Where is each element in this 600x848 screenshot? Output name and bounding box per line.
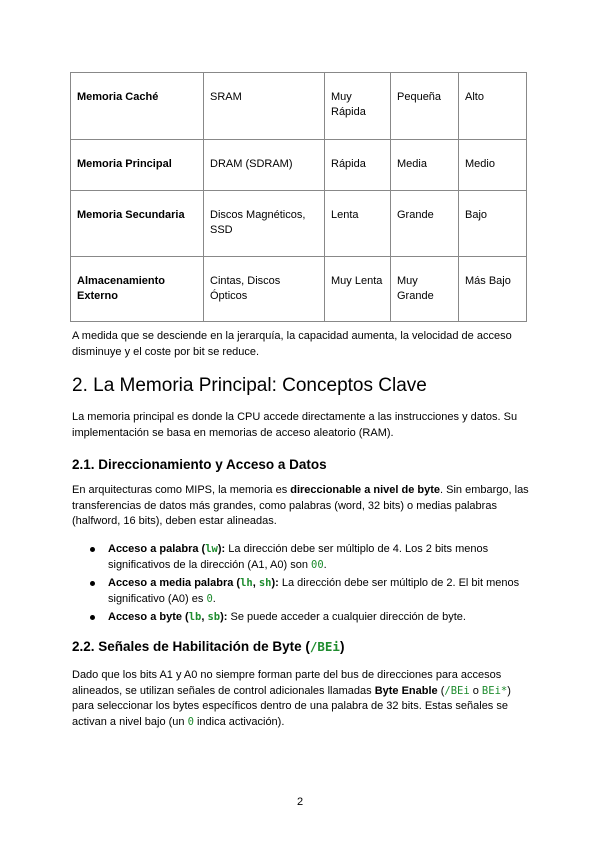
- paragraph-text: indica activación).: [193, 715, 285, 728]
- paragraph-text: Dado que los bits A1 y A0 no siempre forman parte del bus de direcciones para accesos alineados, se utilizan señales de control adicionales llamadas: [72, 669, 502, 697]
- paragraph-bold-text: Byte Enable: [374, 684, 438, 697]
- table-cell: Cintas, Discos Ópticos: [204, 257, 325, 322]
- code-snippet: 00: [311, 558, 324, 571]
- table-cell: Discos Magnéticos, SSD: [204, 191, 325, 257]
- paragraph-text: (: [437, 684, 445, 697]
- section-2-2-heading: [72, 638, 344, 656]
- code-snippet: /BEi: [309, 639, 340, 654]
- section-2-heading: 2. La Memoria Principal: Conceptos Clave: [72, 375, 427, 396]
- code-snippet: /BEi: [444, 684, 470, 697]
- list-item: [90, 610, 530, 626]
- table-row: [71, 73, 527, 140]
- bullet-bold-text: Acceso a palabra (: [108, 543, 206, 555]
- table-cell: Memoria Secundaria: [71, 191, 204, 257]
- memory-hierarchy-table: [70, 72, 527, 322]
- code-snippet: lw: [205, 543, 218, 555]
- list-item: [90, 576, 530, 607]
- table-cell: Almacenamiento Externo: [71, 257, 204, 322]
- table-cell: Grande: [391, 191, 459, 257]
- table-cell: Bajo: [459, 191, 527, 257]
- table-row: [71, 140, 527, 191]
- bullet-text: .: [212, 592, 216, 605]
- table-row: [71, 191, 527, 257]
- bullet-text: La dirección debe ser múltiplo de 4. Los 2 bits menos significativos de la dirección (A1, A0) son: [108, 543, 489, 571]
- heading-text: ): [339, 639, 345, 654]
- bullet-text: La dirección debe ser múltiplo de 2. El bit menos significativo (A0) es: [108, 577, 520, 605]
- bullet-text: Se puede acceder a cualquier dirección de byte.: [227, 611, 466, 623]
- code-snippet: lh: [240, 577, 253, 589]
- bullet-bold-text: ):: [220, 611, 228, 623]
- bullet-icon: [90, 615, 95, 620]
- section-2-1-paragraph: [72, 483, 532, 530]
- table-cell: SRAM: [204, 73, 325, 140]
- bullet-bold-text: ):: [217, 543, 226, 555]
- page-number: 2: [296, 796, 304, 808]
- code-snippet: 0: [206, 592, 213, 605]
- section-2-1-heading: 2.1. Direccionamiento y Acceso a Datos: [72, 457, 327, 472]
- section-2-2-paragraph: [72, 668, 532, 730]
- code-snippet: sh: [258, 577, 272, 589]
- paragraph-text: En arquitecturas como MIPS, la memoria es: [72, 484, 291, 496]
- table-cell: Más Bajo: [459, 257, 527, 322]
- table-cell: Muy Lenta: [325, 257, 391, 322]
- table-cell: Rápida: [325, 140, 391, 191]
- table-cell: Lenta: [325, 191, 391, 257]
- alignment-rules-list: [90, 542, 530, 629]
- code-snippet: BEi*: [481, 684, 508, 697]
- table-cell: Pequeña: [391, 73, 459, 140]
- code-snippet: sb: [207, 611, 221, 623]
- hierarchy-summary-paragraph: A medida que se desciende en la jerarquía, la capacidad aumenta, la velocidad de acceso disminuye y el coste por bit se reduce.: [72, 330, 512, 358]
- paragraph-text: . Sin embargo, las transferencias de datos más grandes, como palabras (word, 32 bits) o medias palabras (halfword, 16 bits), deben estar alineadas.: [72, 484, 529, 527]
- paragraph-bold-text: direccionable a nivel de byte: [290, 484, 441, 496]
- bullet-bold-text: ,: [252, 577, 259, 589]
- table-cell: Memoria Caché: [71, 73, 204, 140]
- table-cell: Muy Rápida: [325, 73, 391, 140]
- table-cell: Muy Grande: [391, 257, 459, 322]
- paragraph-text: ) para seleccionar los bytes específicos dentro de una palabra de 32 bits. Estas señales se activan a nivel bajo (un: [72, 684, 511, 728]
- code-snippet: lb: [188, 611, 202, 623]
- bullet-bold-text: ):: [271, 577, 279, 589]
- paragraph-text: o: [469, 684, 482, 697]
- heading-text: 2.2. Señales de Habilitación de Byte (: [72, 639, 310, 654]
- bullet-bold-text: Acceso a media palabra (: [108, 577, 241, 589]
- table-cell: Memoria Principal: [71, 140, 204, 191]
- table-cell: Media: [391, 140, 459, 191]
- bullet-bold-text: Acceso a byte (: [108, 611, 189, 623]
- section-2-paragraph: La memoria principal es donde la CPU accede directamente a las instrucciones y datos. Su implementación se basa en memorias de acceso aleatorio (RAM).: [72, 411, 518, 439]
- list-item: [90, 542, 530, 573]
- bullet-bold-text: ,: [201, 611, 208, 623]
- code-snippet: 0: [187, 715, 194, 728]
- bullet-icon: [90, 581, 95, 586]
- table-cell: Alto: [459, 73, 527, 140]
- table-cell: DRAM (SDRAM): [204, 140, 325, 191]
- bullet-icon: [90, 547, 95, 552]
- table-row: [71, 257, 527, 322]
- bullet-text: .: [323, 558, 327, 571]
- table-cell: Medio: [459, 140, 527, 191]
